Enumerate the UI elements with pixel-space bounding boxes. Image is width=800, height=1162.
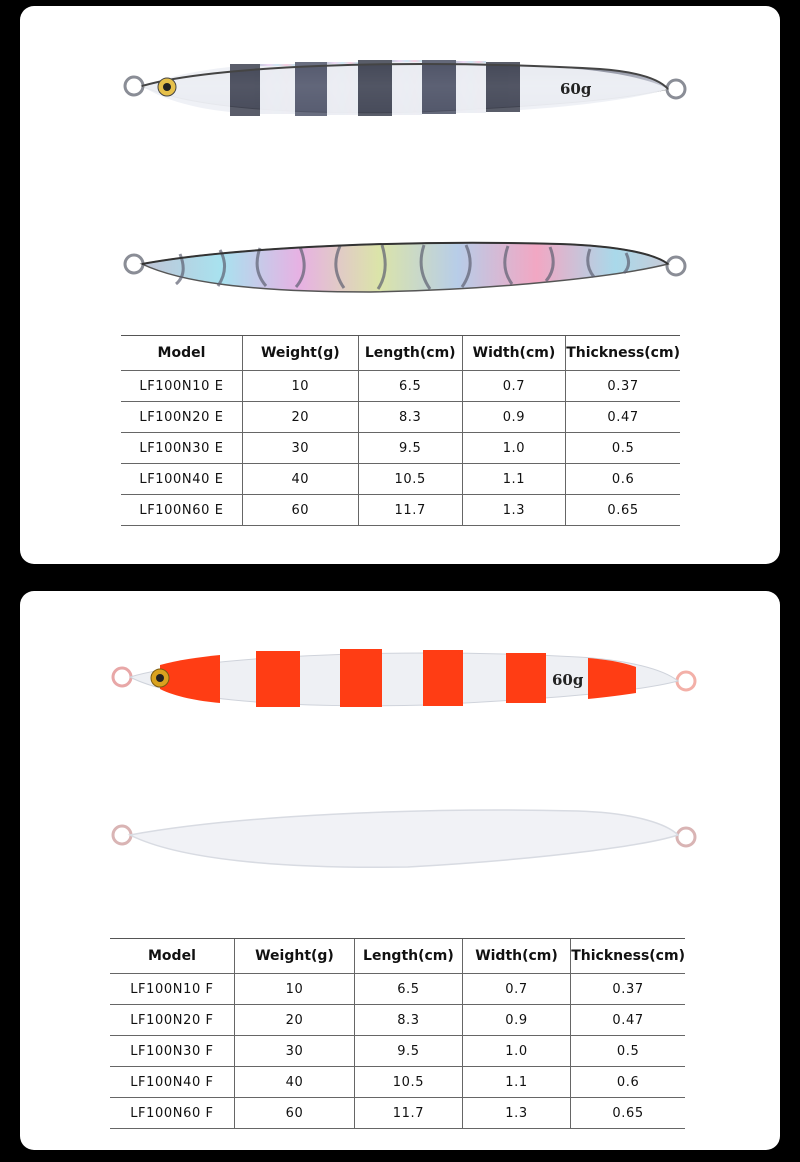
cell-weight: 60 xyxy=(242,495,358,526)
table-row xyxy=(110,1036,685,1067)
cell-thickness: 0.47 xyxy=(566,402,680,433)
table-header-row xyxy=(121,336,680,371)
cell-thickness: 0.5 xyxy=(571,1036,685,1067)
cell-weight: 10 xyxy=(242,371,358,402)
cell-model: LF100N10 F xyxy=(110,974,234,1005)
column-header-weight: Weight(g) xyxy=(242,336,358,371)
cell-weight: 40 xyxy=(234,1067,354,1098)
cell-model: LF100N10 E xyxy=(121,371,242,402)
column-header-length: Length(cm) xyxy=(355,939,463,974)
cell-length: 10.5 xyxy=(358,464,462,495)
table-row xyxy=(110,1067,685,1098)
lure-holographic-back-view xyxy=(120,234,690,294)
product-card-holographic xyxy=(20,6,780,564)
cell-length: 6.5 xyxy=(358,371,462,402)
cell-model: LF100N60 F xyxy=(110,1098,234,1129)
split-ring-icon xyxy=(677,828,695,846)
lure-orange-back-view xyxy=(108,801,698,871)
column-header-thickness: Thickness(cm) xyxy=(571,939,685,974)
spec-table xyxy=(121,335,680,526)
cell-model: LF100N30 E xyxy=(121,433,242,464)
cell-model: LF100N30 F xyxy=(110,1036,234,1067)
cell-weight: 60 xyxy=(234,1098,354,1129)
cell-width: 0.9 xyxy=(462,402,566,433)
cell-length: 9.5 xyxy=(355,1036,463,1067)
cell-length: 6.5 xyxy=(355,974,463,1005)
column-header-weight: Weight(g) xyxy=(234,939,354,974)
cell-weight: 30 xyxy=(234,1036,354,1067)
split-ring-icon xyxy=(125,77,143,95)
cell-length: 10.5 xyxy=(355,1067,463,1098)
cell-width: 1.3 xyxy=(462,1098,570,1129)
lure-holographic-side-view xyxy=(120,54,690,129)
lure-orange-side-view xyxy=(108,643,698,723)
split-ring-icon xyxy=(677,672,695,690)
table-row xyxy=(110,974,685,1005)
table-row xyxy=(121,402,680,433)
cell-model: LF100N40 F xyxy=(110,1067,234,1098)
cell-thickness: 0.37 xyxy=(571,974,685,1005)
split-ring-icon xyxy=(667,257,685,275)
cell-width: 0.7 xyxy=(462,974,570,1005)
lure-weight-label: 60g xyxy=(552,671,584,689)
cell-length: 11.7 xyxy=(358,495,462,526)
column-header-length: Length(cm) xyxy=(358,336,462,371)
cell-width: 1.0 xyxy=(462,433,566,464)
cell-thickness: 0.6 xyxy=(571,1067,685,1098)
cell-weight: 20 xyxy=(242,402,358,433)
cell-model: LF100N40 E xyxy=(121,464,242,495)
table-row xyxy=(121,464,680,495)
cell-thickness: 0.47 xyxy=(571,1005,685,1036)
cell-model: LF100N60 E xyxy=(121,495,242,526)
cell-thickness: 0.65 xyxy=(571,1098,685,1129)
cell-length: 9.5 xyxy=(358,433,462,464)
cell-width: 0.9 xyxy=(462,1005,570,1036)
table-row xyxy=(110,1098,685,1129)
cell-width: 1.3 xyxy=(462,495,566,526)
split-ring-icon xyxy=(113,668,131,686)
cell-thickness: 0.65 xyxy=(566,495,680,526)
cell-thickness: 0.6 xyxy=(566,464,680,495)
table-row xyxy=(121,495,680,526)
cell-length: 8.3 xyxy=(358,402,462,433)
lure-weight-label: 60g xyxy=(560,80,592,98)
product-card-orange-glow xyxy=(20,591,780,1150)
column-header-width: Width(cm) xyxy=(462,336,566,371)
spec-table xyxy=(110,938,685,1129)
cell-length: 8.3 xyxy=(355,1005,463,1036)
cell-weight: 30 xyxy=(242,433,358,464)
cell-length: 11.7 xyxy=(355,1098,463,1129)
cell-model: LF100N20 E xyxy=(121,402,242,433)
table-header-row xyxy=(110,939,685,974)
table-row xyxy=(121,371,680,402)
column-header-thickness: Thickness(cm) xyxy=(566,336,680,371)
cell-weight: 40 xyxy=(242,464,358,495)
cell-width: 1.1 xyxy=(462,1067,570,1098)
cell-weight: 10 xyxy=(234,974,354,1005)
split-ring-icon xyxy=(113,826,131,844)
cell-width: 1.1 xyxy=(462,464,566,495)
table-row xyxy=(110,1005,685,1036)
cell-model: LF100N20 F xyxy=(110,1005,234,1036)
cell-thickness: 0.37 xyxy=(566,371,680,402)
cell-thickness: 0.5 xyxy=(566,433,680,464)
column-header-width: Width(cm) xyxy=(462,939,570,974)
table-row xyxy=(121,433,680,464)
column-header-model: Model xyxy=(121,336,242,371)
cell-weight: 20 xyxy=(234,1005,354,1036)
cell-width: 0.7 xyxy=(462,371,566,402)
cell-width: 1.0 xyxy=(462,1036,570,1067)
split-ring-icon xyxy=(667,80,685,98)
column-header-model: Model xyxy=(110,939,234,974)
